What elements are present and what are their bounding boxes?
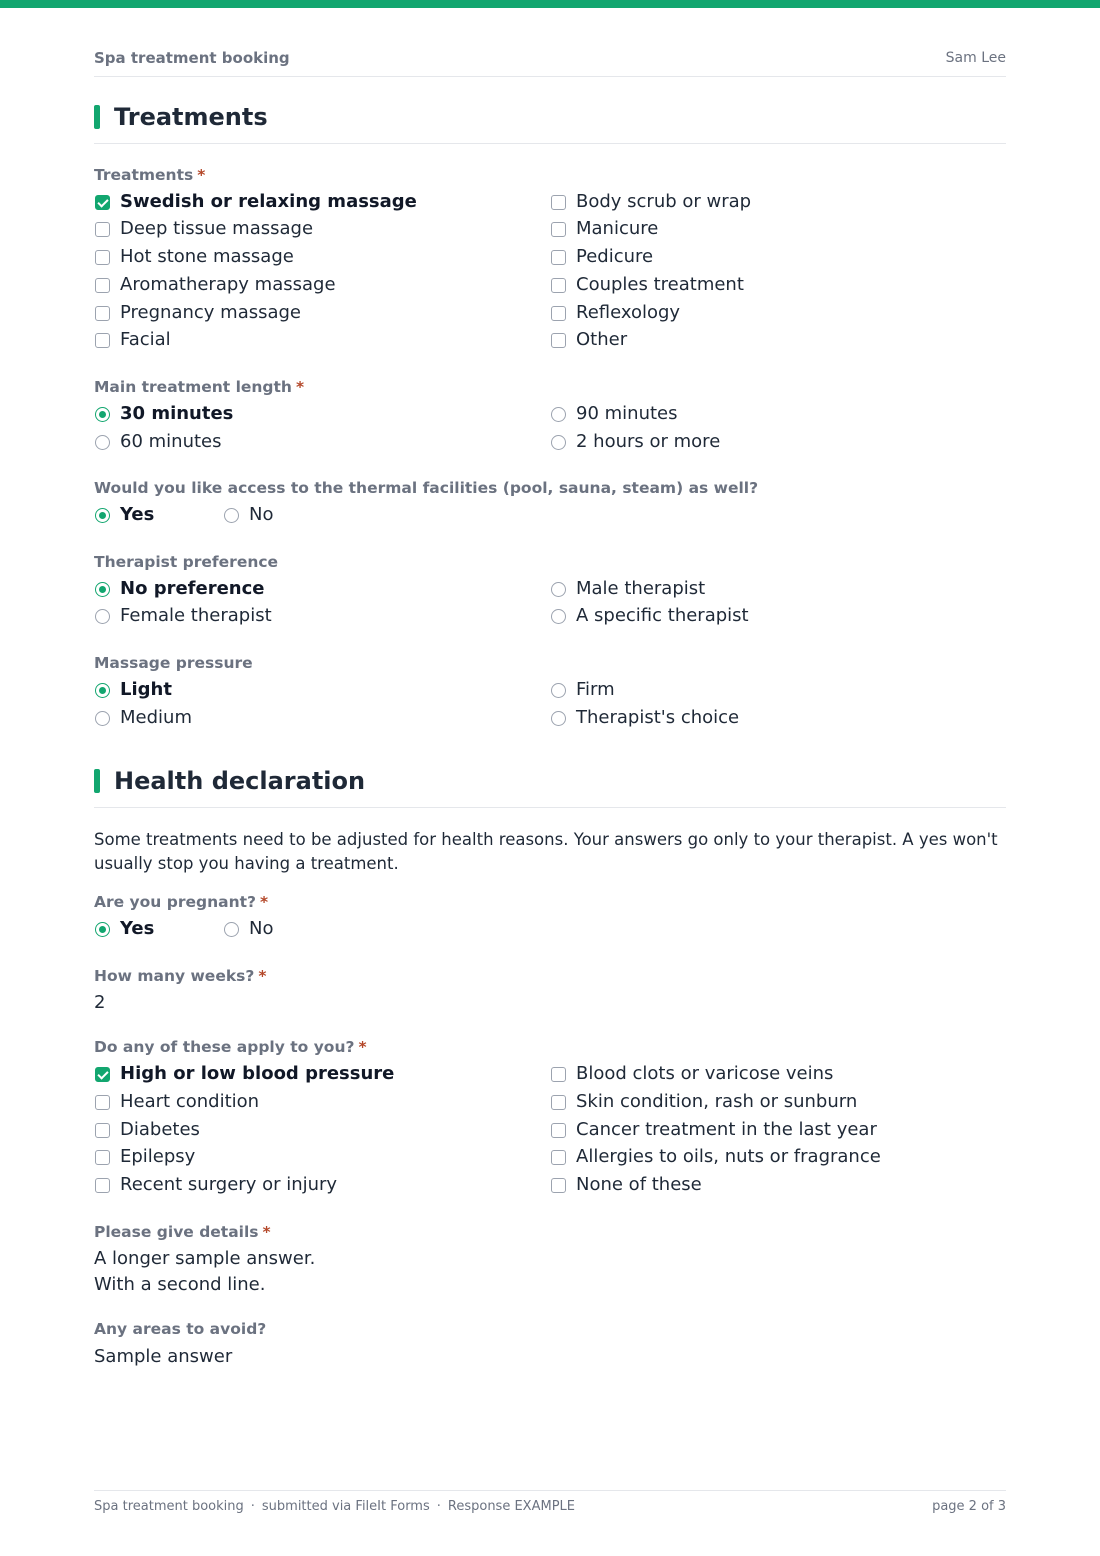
radio-icon	[95, 435, 110, 450]
question-label: How many weeks? *	[94, 967, 267, 985]
radio-icon	[551, 683, 566, 698]
radio-icon	[95, 609, 110, 624]
checkbox-icon	[95, 222, 110, 237]
footer-info: Spa treatment booking · submitted via FileIt Forms · Response EXAMPLE	[94, 1499, 575, 1514]
checkbox-icon	[551, 222, 566, 237]
checkbox-icon	[551, 1123, 566, 1138]
required-marker: *	[258, 967, 267, 985]
checkbox-icon	[95, 333, 110, 348]
question-label: Do any of these apply to you? *	[94, 1038, 367, 1056]
radio-icon	[551, 407, 566, 422]
radio-selected-icon	[95, 407, 110, 422]
checkbox-icon	[551, 195, 566, 210]
checkbox-icon	[95, 306, 110, 321]
question-label: Would you like access to the thermal facilities (pool, sauna, steam) as well?	[94, 479, 759, 497]
page-number: page 2 of 3	[932, 1499, 1006, 1514]
checkbox-icon	[95, 250, 110, 265]
checkbox-icon	[551, 306, 566, 321]
radio-icon	[551, 609, 566, 624]
section-health-declaration	[94, 767, 1006, 808]
checkbox-icon	[551, 333, 566, 348]
form-title: Spa treatment booking	[94, 49, 290, 67]
answer-details: A longer sample answer. With a second line.	[94, 1248, 316, 1295]
checkbox-icon	[551, 278, 566, 293]
question-label: Are you pregnant? *	[94, 893, 269, 911]
checkbox-icon	[551, 1067, 566, 1082]
checkbox-icon	[551, 1095, 566, 1110]
page-header	[94, 48, 1006, 77]
radio-selected-icon	[95, 582, 110, 597]
answer-weeks: 2	[94, 992, 106, 1013]
form-page: Spa treatment booking Sam Lee Treatments Treatments * Swedish or relaxing massage Deep tissue massage Hot stone massage Aromatherapy massage Pregnancy massage Facial Body scrub or wrap Manicure Pedicure Couples treatment Reflexology Other Main treatment length * 30 minutes 60 minutes 90 minutes 2 hours or more Would you like access to the thermal facilities (pool, sauna, steam) as well? Yes No Therapist preference No preference Female therapist Male therapist A specific therapist Massage pressure Light Medium Firm Therapist's choice Health declaration Some treatments need to be adjusted for health reasons. Your answers go only to your therapist. A yes won't usually stop you having a treatment. Are you pregnant? * Yes No How many weeks? * 2 Do any of these apply to you? * High or low blood pressure Heart condition Diabetes Epilepsy Recent surgery or injury Blood clots or varicose veins Skin condition, rash or sunburn Cancer treatment in the last year Allergies to oils, nuts or fragrance None of these Please give details * A longer sample answer. With a second line. Any areas to avoid? Sample answer Spa treatment booking · submitted via FileIt Forms · Response EXAMPLE page 2 of 3	[94, 0, 1006, 1556]
radio-icon	[224, 508, 239, 523]
checkbox-icon	[551, 1178, 566, 1193]
radio-icon	[551, 435, 566, 450]
question-label: Treatments *	[94, 166, 206, 184]
question-label: Main treatment length *	[94, 378, 305, 396]
checkbox-checked-icon	[95, 1067, 110, 1082]
question-label: Any areas to avoid?	[94, 1320, 267, 1338]
checkbox-icon	[551, 1150, 566, 1165]
checkbox-icon	[551, 250, 566, 265]
radio-selected-icon	[95, 922, 110, 937]
checkbox-icon	[95, 1150, 110, 1165]
section-title: Health declaration	[114, 767, 366, 795]
radio-icon	[224, 922, 239, 937]
radio-selected-icon	[95, 508, 110, 523]
question-label: Therapist preference	[94, 553, 279, 571]
required-marker: *	[295, 378, 305, 396]
radio-selected-icon	[95, 683, 110, 698]
section-marker	[94, 769, 100, 793]
section-treatments	[94, 103, 1006, 144]
required-marker: *	[358, 1038, 367, 1056]
question-label: Please give details *	[94, 1223, 271, 1241]
respondent-name: Sam Lee	[945, 50, 1006, 66]
answer-areas-to-avoid: Sample answer	[94, 1346, 233, 1367]
checkbox-icon	[95, 278, 110, 293]
required-marker: *	[197, 166, 206, 184]
radio-icon	[95, 711, 110, 726]
section-marker	[94, 105, 100, 129]
required-marker: *	[262, 1223, 271, 1241]
radio-icon	[551, 711, 566, 726]
required-marker: *	[260, 893, 269, 911]
question-label: Massage pressure	[94, 654, 253, 672]
section-intro: Some treatments need to be adjusted for health reasons. Your answers go only to your therapist. A yes won't usually stop you having a treatment.	[94, 830, 998, 873]
checkbox-icon	[95, 1123, 110, 1138]
checkbox-checked-icon	[95, 195, 110, 210]
radio-icon	[551, 582, 566, 597]
checkbox-icon	[95, 1095, 110, 1110]
section-title: Treatments	[114, 103, 268, 131]
checkbox-icon	[95, 1178, 110, 1193]
page-footer	[94, 1490, 1006, 1523]
